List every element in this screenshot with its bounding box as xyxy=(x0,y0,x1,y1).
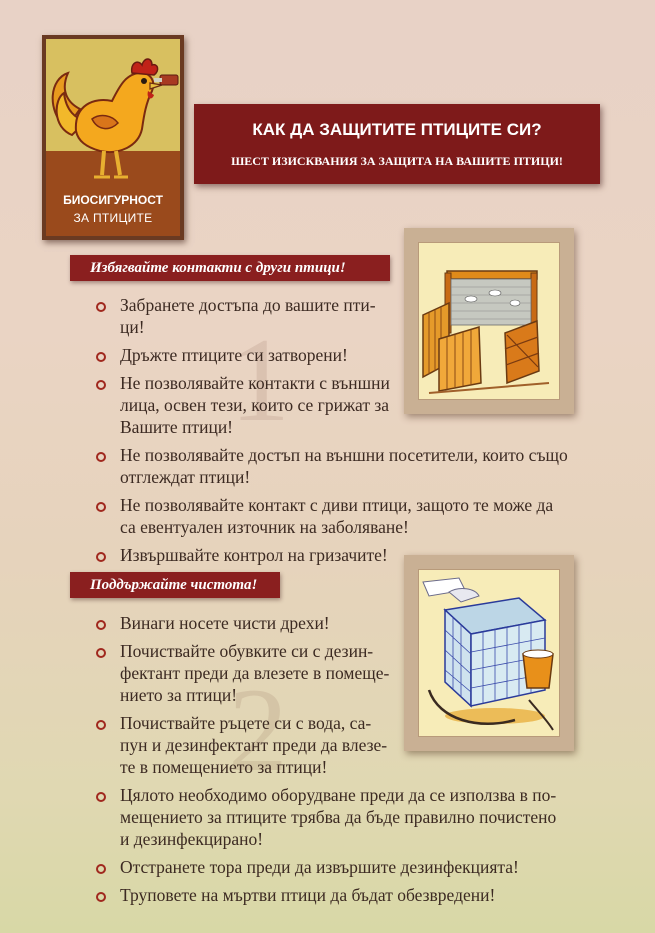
bullet-icon xyxy=(96,352,106,362)
bullet-icon xyxy=(96,552,106,562)
page-title: КАК ДА ЗАЩИТИТЕ ПТИЦИТЕ СИ? xyxy=(252,120,542,139)
list-item-text: Труповете на мъртви птици да бъдат обезвредени! xyxy=(120,885,496,905)
biosecurity-logo xyxy=(42,35,184,240)
bullet-icon xyxy=(96,620,106,630)
section-heading-1: Избягвайте контакти с други птици! xyxy=(70,255,390,281)
bullet-icon xyxy=(96,502,106,512)
list-item xyxy=(96,494,606,538)
list-item xyxy=(96,856,606,878)
logo-subtitle: ЗА ПТИЦИТЕ xyxy=(73,211,153,225)
logo-title: БИОСИГУРНОСТ xyxy=(63,193,163,207)
list-item-text: Забранете достъпа до вашите пти- ци! xyxy=(120,295,376,337)
list-item-text: Винаги носете чисти дрехи! xyxy=(120,613,330,633)
list-item-text: Цялото необходимо оборудване преди да се използва в по- мещението за птиците трябва да бъде правилно почистено и дезинфекцирано! xyxy=(120,785,557,849)
rooster-drinking-icon xyxy=(46,39,180,189)
list-item-text: Отстранете тора преди да извършите дезинфекцията! xyxy=(120,857,519,877)
list-item xyxy=(96,294,606,338)
list-item xyxy=(96,640,606,706)
list-item xyxy=(96,884,606,906)
bullet-icon xyxy=(96,892,106,902)
page-subtitle: ШЕСТ ИЗИСКВАНИЯ ЗА ЗАЩИТА НА ВАШИТЕ ПТИЦИ! xyxy=(231,154,563,168)
list-item xyxy=(96,372,606,438)
section-heading-2: Поддържайте чистота! xyxy=(70,572,280,598)
section-1-list xyxy=(96,294,606,572)
list-item-text: Не позволявайте достъп на външни посетители, които също отглеждат птици! xyxy=(120,445,568,487)
bullet-icon xyxy=(96,792,106,802)
page-title-band xyxy=(194,104,600,184)
list-item-text: Извършвайте контрол на гризачите! xyxy=(120,545,388,565)
bullet-icon xyxy=(96,864,106,874)
list-item-text: Дръжте птиците си затворени! xyxy=(120,345,348,365)
list-item-text: Почиствайте ръцете си с вода, са- пун и дезинфектант преди да влезе- те в помещението за птици! xyxy=(120,713,388,777)
list-item xyxy=(96,612,606,634)
list-item-text: Не позволявайте контакт с диви птици, защото те може да са евентуален източник на заболяване! xyxy=(120,495,554,537)
list-item xyxy=(96,712,606,778)
bullet-icon xyxy=(96,648,106,658)
list-item xyxy=(96,444,606,488)
section-number-2: 2 xyxy=(228,663,288,796)
bullet-icon xyxy=(96,720,106,730)
bullet-icon xyxy=(96,380,106,390)
list-item-text: Почиствайте обувките си с дезин- фектант преди да влезете в помеще- нието за птици! xyxy=(120,641,390,705)
list-item xyxy=(96,344,606,366)
bullet-icon xyxy=(96,452,106,462)
bullet-icon xyxy=(96,302,106,312)
section-2-list xyxy=(96,612,606,912)
section-number-1: 1 xyxy=(230,313,290,446)
list-item-text: Не позволявайте контакти с външни лица, освен тези, които се грижат за Вашите птици! xyxy=(120,373,390,437)
list-item xyxy=(96,784,606,850)
